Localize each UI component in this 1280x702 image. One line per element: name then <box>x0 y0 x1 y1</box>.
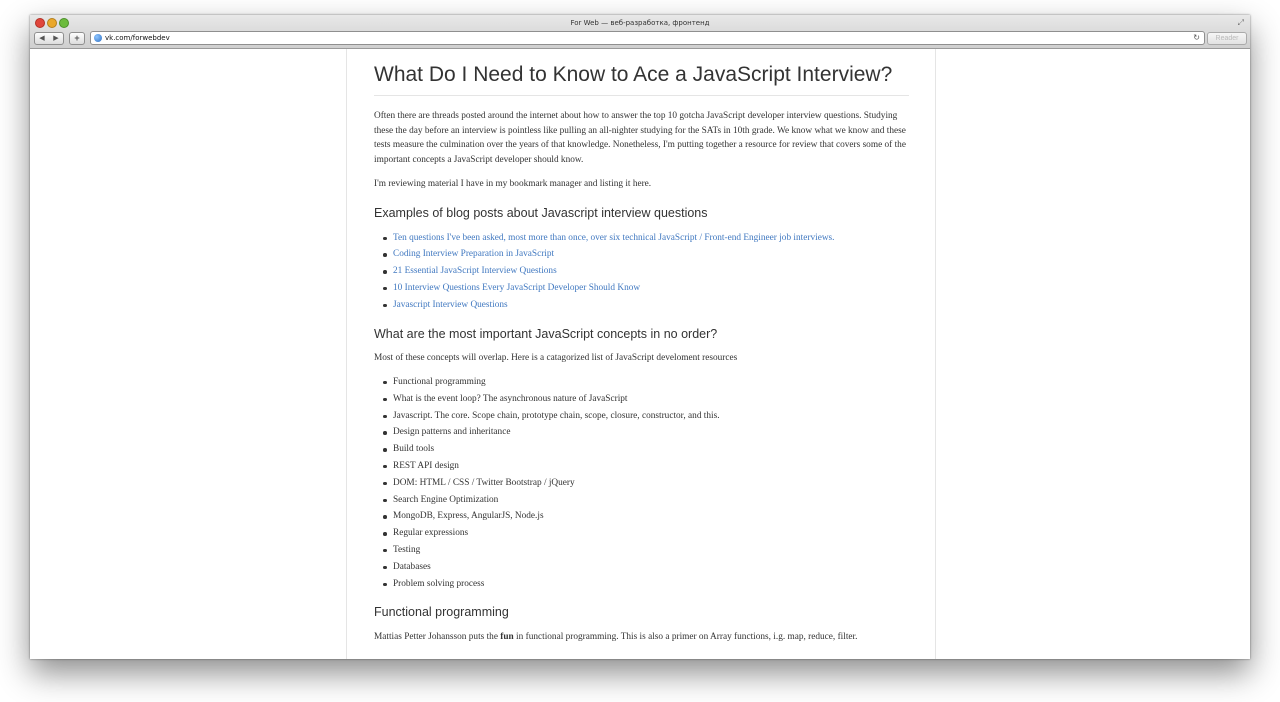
list-item: Build tools <box>393 441 909 458</box>
back-button[interactable]: ◀ <box>34 32 50 45</box>
window-title: For Web — веб-разработка, фронтенд <box>570 19 710 27</box>
example-link[interactable]: 21 Essential JavaScript Interview Questions <box>393 263 909 280</box>
forward-button[interactable]: ▶ <box>49 32 64 45</box>
list-item: Search Engine Optimization <box>393 492 909 509</box>
functional-programming-heading: Functional programming <box>374 605 509 620</box>
example-link[interactable]: Javascript Interview Questions <box>393 297 909 314</box>
example-links-list <box>374 230 909 314</box>
list-item: Regular expressions <box>393 525 909 542</box>
list-item: MongoDB, Express, AngularJS, Node.js <box>393 508 909 525</box>
url-text[interactable]: vk.com/forwebdev <box>105 34 170 42</box>
globe-icon <box>94 34 102 42</box>
fullscreen-icon[interactable]: ⤢ <box>1237 18 1244 27</box>
intro-paragraph: Often there are threads posted around the internet about how to answer the top 10 gotcha JavaScript developer interview questions. Studying these the day before an interview is pointless like pulling an all-nighter studying for the SATs in 10th grade. We know what we know and these tests measure the culmination over the years of that knowledge. Nonetheless, I'm putting together a resource for review that covers some of the important concepts a JavaScript developer should know. <box>374 111 906 165</box>
list-item: REST API design <box>393 458 909 475</box>
browser-window <box>30 15 1250 659</box>
list-item: Problem solving process <box>393 576 909 593</box>
list-item: Databases <box>393 559 909 576</box>
concepts-intro: Most of these concepts will overlap. Here is a catagorized list of JavaScript develoment resources <box>374 353 738 364</box>
list-item: Functional programming <box>393 374 909 391</box>
reviewing-paragraph: I'm reviewing material I have in my bookmark manager and listing it here. <box>374 179 652 189</box>
reload-icon[interactable]: ↻ <box>1193 33 1200 42</box>
fp-text-after: in functional programming. This is also a primer on Array functions, i.g. map, reduce, filter. <box>513 632 858 643</box>
list-item: Design patterns and inheritance <box>393 424 909 441</box>
article <box>374 49 909 645</box>
list-item: DOM: HTML / CSS / Twitter Bootstrap / jQuery <box>393 475 909 492</box>
new-tab-button[interactable]: + <box>69 32 85 45</box>
concepts-list <box>374 374 909 592</box>
article-title: What Do I Need to Know to Ace a JavaScript Interview? <box>374 63 909 96</box>
examples-heading: Examples of blog posts about Javascript interview questions <box>374 205 708 220</box>
concepts-heading: What are the most important JavaScript concepts in no order? <box>374 327 718 342</box>
content-column <box>346 49 936 659</box>
list-item: Testing <box>393 542 909 559</box>
list-item: What is the event loop? The asynchronous nature of JavaScript <box>393 391 909 408</box>
list-item: Javascript. The core. Scope chain, prototype chain, scope, closure, constructor, and this. <box>393 408 909 425</box>
example-link[interactable]: 10 Interview Questions Every JavaScript Developer Should Know <box>393 280 909 297</box>
reader-button[interactable]: Reader <box>1207 32 1247 45</box>
fp-text-before: Mattias Petter Johansson puts the <box>374 632 501 643</box>
fp-text-bold: fun <box>500 632 514 643</box>
functional-programming-paragraph <box>374 630 909 645</box>
title-bar <box>30 15 1250 49</box>
address-bar[interactable] <box>90 31 1205 45</box>
example-link[interactable]: Ten questions I've been asked, most more than once, over six technical JavaScript / Front-end Engineer job interviews. <box>393 230 909 247</box>
example-link[interactable]: Coding Interview Preparation in JavaScript <box>393 246 909 263</box>
page-viewport <box>30 49 1250 659</box>
